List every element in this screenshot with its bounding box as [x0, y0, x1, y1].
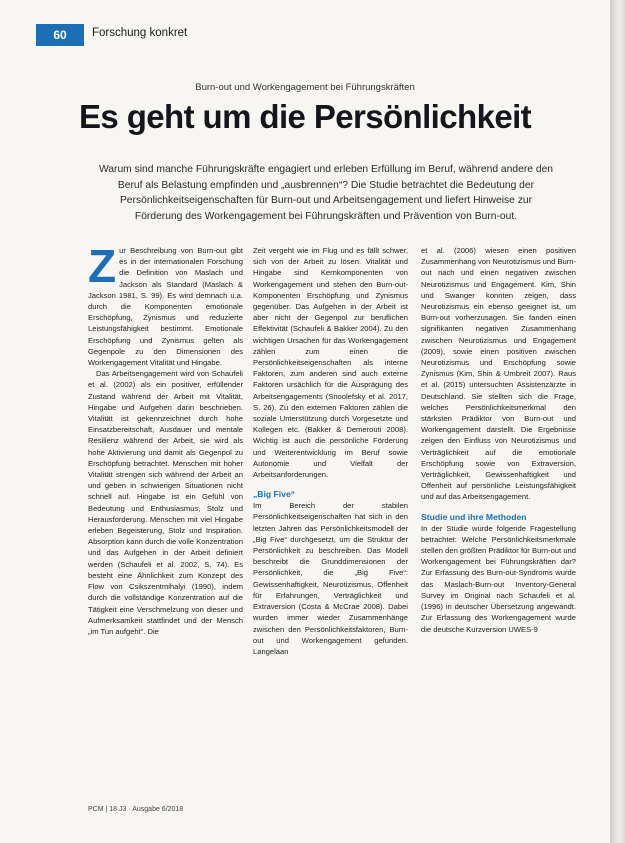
drop-cap: Z	[88, 240, 117, 292]
text-column-3	[421, 245, 576, 635]
text-column-2	[253, 245, 408, 657]
section-label: Forschung konkret	[92, 27, 188, 39]
article-lead: Warum sind manche Führungskräfte engagiert und erleben Erfüllung im Beruf, während andere den Beruf als Belastung empfinden und „ausbrennen“? Die Studie betrachtet die Bedeutung der Persönlichkeitseigenschaften für Burn-out und Arbeitsengagement und liefert Hinweise zur Förderung des Workengagement bei Führungskräften und Prävention von Burn-out.	[98, 164, 554, 222]
page-edge	[610, 0, 625, 843]
paragraph: Im Bereich der stabilen Persönlichkeitseigenschaften hat sich in den letzten Jahren das Persönlichkeitsmodell der „Big Five“ durchgesetzt, um die Struktur der Persönlichkeit zu beschreiben. Das Modell beschreibt die Grunddimensionen der Persönlichkeit, die „Big Five“: Gewissenhaftigkeit, Neurotizismus, Offenheit für Erfahrungen, Verträglichkeit und Extraversion (Costa & McCrae 2008). Dabei wurden immer wieder Zusammenhänge zwischen den Persönlichkeitsfaktoren, Burn-out und Workengagement gefunden. Langelaan	[253, 501, 408, 656]
paragraph: In der Studie wurde folgende Fragestellung betrachtet: Welche Persönlichkeitsmerkmale stellen den größten Prädiktor für Burn-out und Workengagement bei Führungskräften dar? Zur Erfassung des Burn-out-Syndroms wurde das Maslach-Burn-out Inventory-General Survey im Original nach Schaufeli et al. (1996) in deutscher Übersetzung angewandt. Zur Erfassung des Workengagement wurde die deutsche Kurzversion UWES-9	[421, 523, 576, 634]
page-footer: PCM | 18 J3 · Ausgabe 6/2018	[88, 806, 184, 813]
paragraph: et al. (2006) wiesen einen positiven Zusammenhang von Neurotizismus und Burn-out nach und einen negativen zwischen Neurotizismus und Engagement. Kim, Shin und Swanger konnten zeigen, dass Neurotizismus ein ebenso geeignet ist, um Burn-out vorherzusagen. Sie fanden einen signifikanten negativen Zusammenhang zwischen Neurotizismus und Engagement (2009), sowie einen positiven zwischen Neurotizismus und Erschöpfung sowie Zynismus (Kim, Shin & Umbreit 2007). Raus et al. (2015) untersuchten Assistenzärzte in Deutschland. Sie stellten sich die Frage, welches Persönlichkeitsmerkmal den stärksten Prädiktor von Burn-out und Workengagement darstellt. Die Ergebnisse zeigen den Einfluss von Neurotizismus und Verträglichkeit auf die emotionale Erschöpfung sowie von Extraversion, Verträglichkeit, Gewissenhaftigkeit und Offenheit auf persönliche Leistungsfähigkeit und auf das Arbeitsengagement.	[421, 246, 576, 502]
text-column-1	[88, 240, 243, 637]
subheading-big-five: „Big Five“	[253, 489, 296, 500]
paragraph: Das Arbeitsengagement wird von Schaufeli et al. (2002) als ein positiver, erfüllender Zustand während der Arbeit mit Vitalität, Hingabe und Aufgehen darin beschrieben. Vitalität ist gekennzeichnet durch hohe Einsatzbereitschaft, Ausdauer und mentale Resilienz während der Arbeit, sie wird als hohe Aktivierung und damit als Gegenpol zu Erschöpfung betrachtet. Menschen mit hoher Vitalität strengen sich während der Arbeit an und geben in schwierigen Situationen nicht schnell auf. Hingabe ist ein Gefühl von Bedeutung und Enthusiasmus, Stolz und Herausforderung. Menschen mit viel Hingabe erleben Begeisterung, Stolz und Inspiration. Absorption kann durch die volle Konzentration und das Aufgehen in der Arbeit definiert werden (Schaufeli et al. 2002, S. 74). Es besteht eine Ähnlichkeit zum Konzept des Flow von Csikszentmihalyi (1990), indem durch die vollständige Konzentration auf die Tätigkeit eine Verschmelzung von dieser und Aufmerksamkeit stattfindet und der Mensch „im Tun aufgeht“. Die	[88, 369, 243, 636]
article-title: Es geht um die Persönlichkeit	[78, 98, 532, 135]
paragraph	[88, 240, 243, 368]
subheading-methods: Studie und ihre Methoden	[421, 511, 527, 522]
paragraph-text: ur Beschreibung von Burn-out gibt es in der internationalen Forschung die Definition von Maslach und Jackson als Standard (Maslach & Jackson 1981, S. 99). Es wird demnach u.a. durch die Komponenten emotionale Erschöpfung, Zynismus und reduzierte Leistungsfähigkeit bestimmt. Emotionale Erschöpfung und Zynismus gelten als Gegenpole zu den Dimensionen des Workengagement Vitalität und Hingabe.	[88, 246, 243, 368]
page-header	[0, 24, 610, 46]
page-number: 60	[36, 24, 84, 46]
article-kicker: Burn-out und Workengagement bei Führungskräften	[195, 82, 415, 93]
paragraph: Zeit vergeht wie im Flug und es fällt schwer, sich von der Arbeit zu lösen. Vitalität und Hingabe sind Kernkomponenten von Workengagement und stehen den Burn-out-Komponenten Erschöpfung und Zynismus gegenüber. Das Aufgehen in der Arbeit ist aber nicht der Gegenpol zur beruflichen Effektivität (Schaufeli & Bakker 2004). Zu den wichtigen Ursachen für das Workengagement zählen zum einen die Persönlichkeitseigenschaften als interne Faktoren, zum anderen sind auch externe Faktoren ursächlich für die Ausprägung des Arbeitsengagements (Snoolefsky et al. 2017, S. 26). Zu den externen Faktoren zählen die soziale Unterstützung durch Vorgesetzte und Kollegen etc. (Bakker & Demerouti 2008). Wichtig ist auch die persönliche Förderung und Weiterentwicklung im Beruf sowie Autonomie und Vielfalt der Arbeitsanforderungen.	[253, 246, 408, 480]
